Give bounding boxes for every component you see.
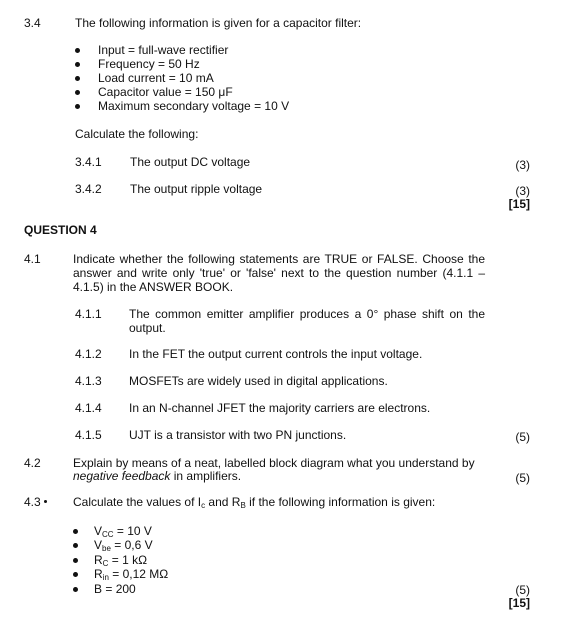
- list-item: Maximum secondary voltage = 10 V: [98, 99, 290, 113]
- bullet-icon: [75, 76, 80, 81]
- marks-label: (5): [515, 583, 530, 597]
- given-value: [94, 553, 147, 567]
- symbol: V: [94, 538, 103, 552]
- question-4-2-text: Explain by means of a neat, labelled block diagram what you understand by: [73, 456, 475, 470]
- subscript: C: [102, 559, 109, 568]
- bullet-icon: [73, 558, 78, 563]
- marks-label: (3): [515, 184, 530, 198]
- subquestion-text: The output ripple voltage: [130, 182, 263, 196]
- given-value: [94, 567, 168, 581]
- item-text: In an N-channel JFET the majority carriers are electrons.: [129, 401, 431, 415]
- list-item: Input = full-wave rectifier: [98, 43, 229, 57]
- subscript: c: [201, 501, 206, 510]
- list-item: Capacitor value = 150 μF: [98, 85, 233, 99]
- total-marks: [15]: [508, 596, 530, 610]
- symbol: R: [94, 567, 103, 581]
- given-value: [94, 538, 153, 552]
- text-span: and R: [205, 495, 241, 509]
- bullet-icon: [73, 529, 78, 534]
- item-number: 4.1.4: [75, 401, 102, 415]
- subscript: B: [240, 501, 246, 510]
- section-heading: QUESTION 4: [24, 223, 97, 237]
- total-marks: [15]: [508, 197, 530, 211]
- value: = 0,12 MΩ: [108, 567, 169, 581]
- emphasis: negative feedback: [73, 469, 171, 483]
- symbol: B: [94, 582, 103, 596]
- item-text: In the FET the output current controls the input voltage.: [129, 347, 423, 361]
- question-4-3-text: [73, 495, 435, 509]
- given-value: [94, 582, 136, 596]
- list-item: Load current = 10 mA: [98, 71, 214, 85]
- subscript: CC: [102, 530, 114, 539]
- bullet-icon: [75, 48, 80, 53]
- marks-label: (3): [515, 158, 530, 172]
- bullet-icon: [75, 62, 80, 67]
- question-number-4-2: 4.2: [24, 456, 41, 470]
- subquestion-number: 3.4.2: [75, 182, 102, 196]
- bullet-icon: [73, 587, 78, 592]
- value: = 0,6 V: [110, 538, 153, 552]
- bullet-icon: [73, 572, 78, 577]
- value: = 10 V: [113, 524, 152, 538]
- item-number: 4.1.3: [75, 374, 102, 388]
- bullet-icon: [75, 90, 80, 95]
- text-span: if the following information is given:: [245, 495, 436, 509]
- list-item: Frequency = 50 Hz: [98, 57, 200, 71]
- text-span: in amplifiers.: [170, 469, 242, 483]
- marks-label: (5): [515, 471, 530, 485]
- bullet-icon: [73, 543, 78, 548]
- value: = 200: [102, 582, 136, 596]
- item-number: 4.1.1: [75, 307, 102, 321]
- question-number-4-3: 4.3: [24, 495, 41, 509]
- item-number: 4.1.2: [75, 347, 102, 361]
- question-4-1-text: Indicate whether the following statements are TRUE or FALSE. Choose the answer and write only 'true' or 'false' next to the question number (4.1.1 – 4.1.5) in the ANSWER BOOK.: [73, 252, 485, 294]
- subquestion-number: 3.4.1: [75, 155, 102, 169]
- item-text: MOSFETs are widely used in digital applications.: [129, 374, 388, 388]
- subscript: be: [102, 544, 111, 553]
- item-number: 4.1.5: [75, 428, 102, 442]
- question-3-4-intro: The following information is given for a capacitor filter:: [75, 16, 362, 30]
- question-4-2-text-line2: [73, 469, 241, 483]
- subscript: in: [102, 573, 109, 582]
- bullet-icon: [75, 104, 80, 109]
- bullet-icon: [44, 500, 47, 503]
- item-text: The common emitter amplifier produces a 0° phase shift on the output.: [129, 307, 485, 335]
- text-span: Calculate the values of I: [73, 495, 202, 509]
- symbol: R: [94, 553, 103, 567]
- item-text: UJT is a transistor with two PN junctions.: [129, 428, 347, 442]
- question-number-4-1: 4.1: [24, 252, 41, 266]
- calculate-instruction: Calculate the following:: [75, 127, 199, 141]
- value: = 1 kΩ: [108, 553, 148, 567]
- marks-label: (5): [515, 430, 530, 444]
- subquestion-text: The output DC voltage: [130, 155, 251, 169]
- question-number-3-4: 3.4: [24, 16, 41, 30]
- given-value: [94, 524, 152, 538]
- symbol: V: [94, 524, 103, 538]
